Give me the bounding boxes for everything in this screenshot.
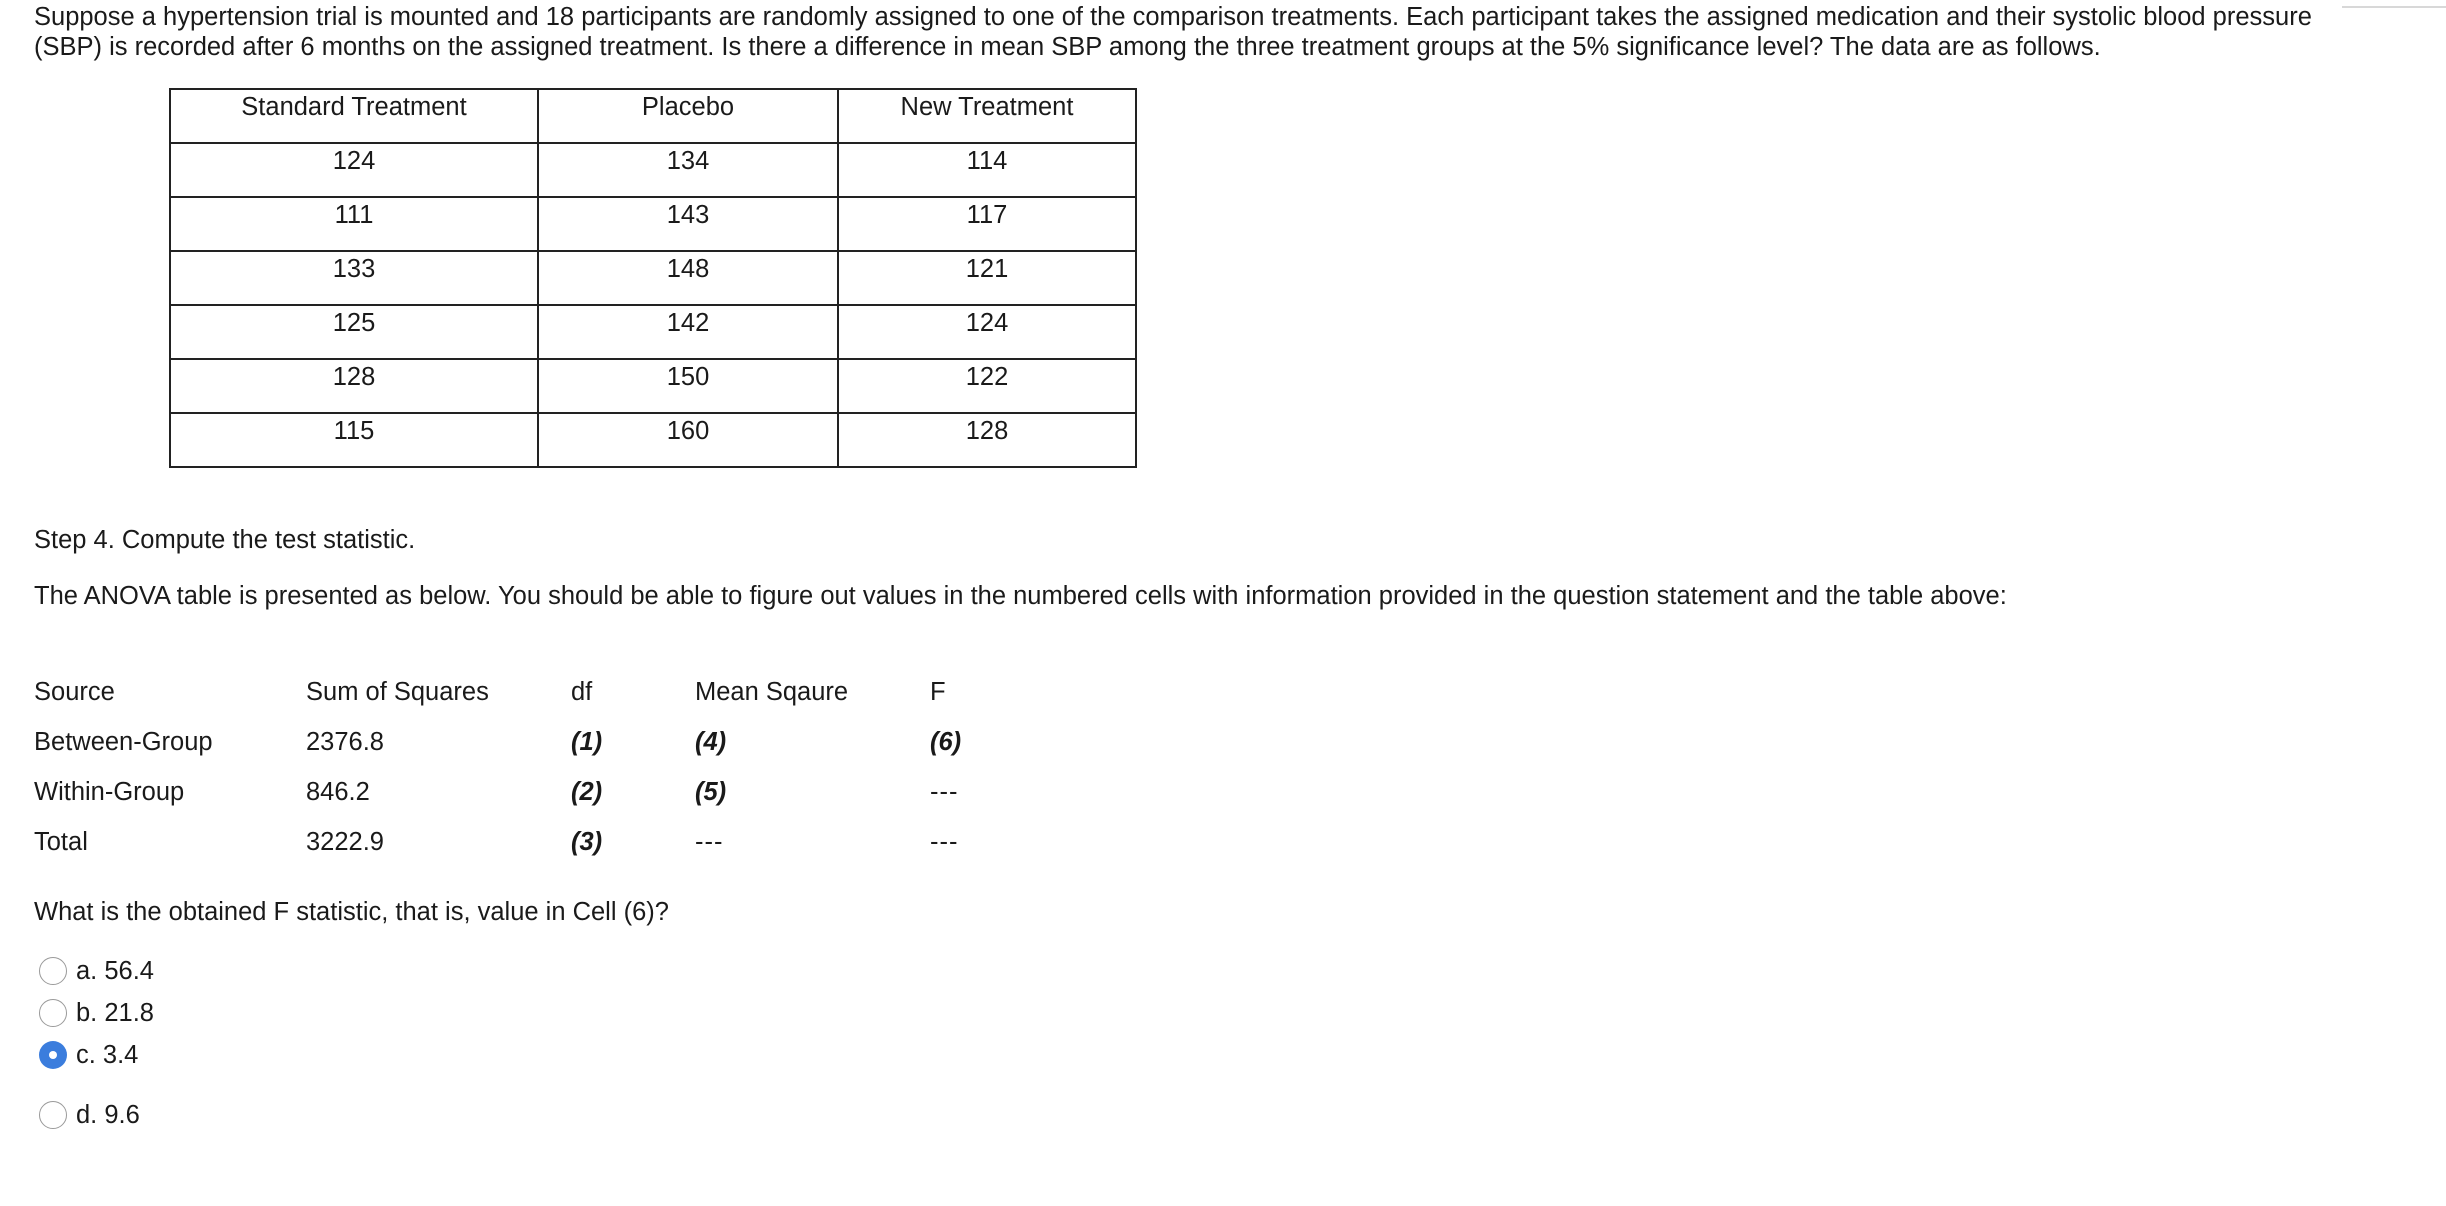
table-cell: 128 bbox=[838, 413, 1136, 467]
table-row bbox=[170, 197, 1136, 251]
intro-line-1: Suppose a hypertension trial is mounted and 18 participants are randomly assigned to one of the comparison treatments. Each participant takes the assigned medication and their systolic blood pressure bbox=[34, 3, 2312, 31]
anova-empty-cell: --- bbox=[930, 828, 959, 856]
step-heading: Step 4. Compute the test statistic. bbox=[34, 526, 416, 554]
sbp-data-table bbox=[169, 88, 1137, 468]
anova-cell-3: (3) bbox=[571, 828, 603, 856]
anova-ss-total: 3222.9 bbox=[306, 828, 384, 856]
anova-cell-5: (5) bbox=[695, 778, 727, 806]
anova-header-f: F bbox=[930, 678, 946, 706]
header-placebo: Placebo bbox=[538, 89, 838, 143]
radio-button[interactable] bbox=[39, 957, 67, 985]
anova-cell-2: (2) bbox=[571, 778, 603, 806]
intro-line-2: (SBP) is recorded after 6 months on the assigned treatment. Is there a difference in mean SBP among the three treatment groups at the 5% significance level? The data are as follows. bbox=[34, 33, 2101, 61]
anova-ss-within: 846.2 bbox=[306, 778, 370, 806]
table-row bbox=[170, 305, 1136, 359]
table-cell: 133 bbox=[170, 251, 538, 305]
anova-cell-6: (6) bbox=[930, 728, 962, 756]
table-cell: 143 bbox=[538, 197, 838, 251]
anova-cell-1: (1) bbox=[571, 728, 603, 756]
anova-header-sum-of-squares: Sum of Squares bbox=[306, 678, 489, 706]
anova-ss-between: 2376.8 bbox=[306, 728, 384, 756]
table-cell: 114 bbox=[838, 143, 1136, 197]
question-intro bbox=[34, 2, 2424, 62]
header-standard-treatment: Standard Treatment bbox=[170, 89, 538, 143]
table-cell: 124 bbox=[838, 305, 1136, 359]
option-label: c. 3.4 bbox=[76, 1041, 139, 1069]
radio-button[interactable] bbox=[39, 999, 67, 1027]
option-d[interactable] bbox=[39, 1100, 140, 1130]
option-label: a. 56.4 bbox=[76, 957, 154, 985]
option-label: d. 9.6 bbox=[76, 1101, 140, 1129]
anova-empty-cell: --- bbox=[930, 778, 959, 806]
anova-instructions: The ANOVA table is presented as below. You should be able to figure out values in the numbered cells with information provided in the question statement and the table above: bbox=[34, 582, 2007, 610]
anova-cell-4: (4) bbox=[695, 728, 727, 756]
table-cell: 121 bbox=[838, 251, 1136, 305]
table-cell: 160 bbox=[538, 413, 838, 467]
table-cell: 134 bbox=[538, 143, 838, 197]
table-cell: 124 bbox=[170, 143, 538, 197]
radio-button[interactable] bbox=[39, 1101, 67, 1129]
anova-source-total: Total bbox=[34, 828, 88, 856]
question-prompt: What is the obtained F statistic, that is, value in Cell (6)? bbox=[34, 898, 669, 926]
option-a[interactable] bbox=[39, 956, 154, 986]
table-row bbox=[170, 359, 1136, 413]
anova-source-within: Within-Group bbox=[34, 778, 185, 806]
table-cell: 125 bbox=[170, 305, 538, 359]
anova-header-df: df bbox=[571, 678, 593, 706]
anova-header-source: Source bbox=[34, 678, 115, 706]
table-cell: 115 bbox=[170, 413, 538, 467]
table-cell: 150 bbox=[538, 359, 838, 413]
anova-empty-cell: --- bbox=[695, 828, 724, 856]
table-cell: 122 bbox=[838, 359, 1136, 413]
table-cell: 128 bbox=[170, 359, 538, 413]
option-c[interactable] bbox=[39, 1040, 138, 1070]
table-row bbox=[170, 143, 1136, 197]
table-cell: 142 bbox=[538, 305, 838, 359]
table-cell: 117 bbox=[838, 197, 1136, 251]
header-new-treatment: New Treatment bbox=[838, 89, 1136, 143]
radio-button-selected[interactable] bbox=[39, 1041, 67, 1069]
anova-source-between: Between-Group bbox=[34, 728, 213, 756]
option-b[interactable] bbox=[39, 998, 154, 1028]
table-row bbox=[170, 413, 1136, 467]
table-cell: 148 bbox=[538, 251, 838, 305]
anova-header-mean-square: Mean Sqaure bbox=[695, 678, 849, 706]
table-header-row bbox=[170, 89, 1136, 143]
table-cell: 111 bbox=[170, 197, 538, 251]
table-row bbox=[170, 251, 1136, 305]
option-label: b. 21.8 bbox=[76, 999, 154, 1027]
